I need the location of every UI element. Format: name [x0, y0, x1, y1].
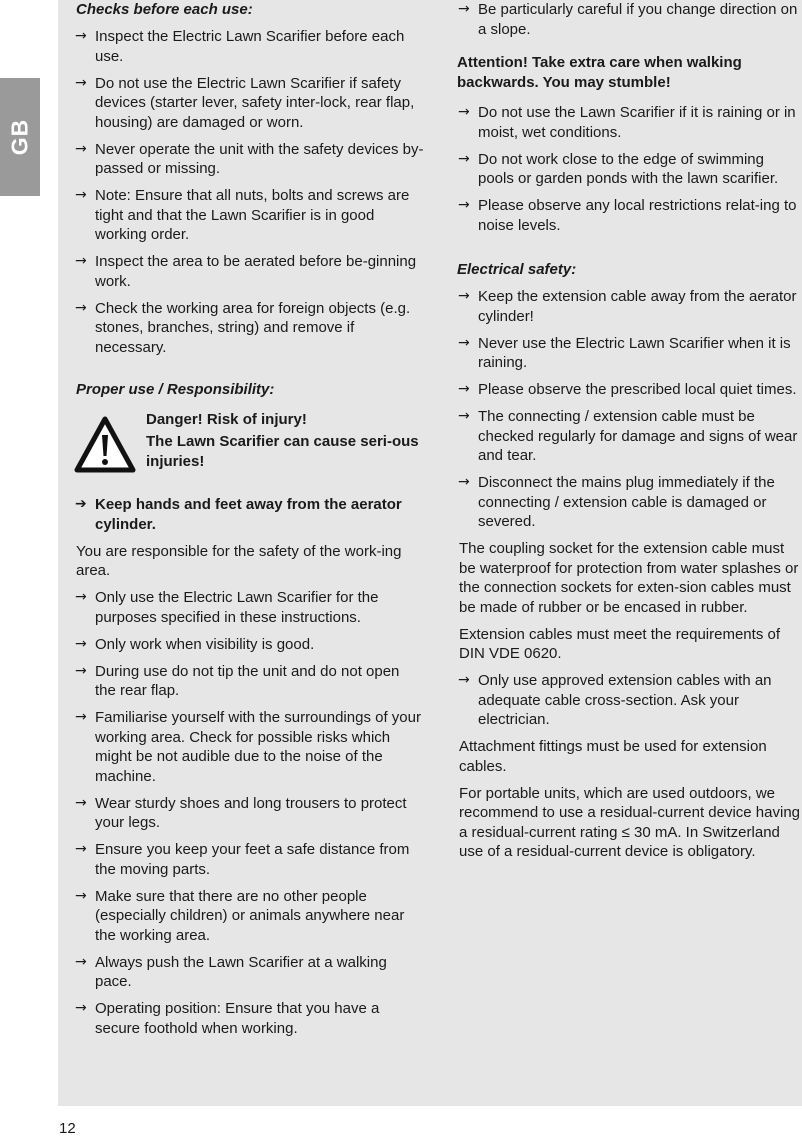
- warning-triangle-icon: [74, 416, 136, 474]
- list-item: → Please observe any local restrictions relat-ing to noise levels.: [457, 196, 802, 235]
- list-item: → Disconnect the mains plug immediately if the connecting / extension cable is damaged or severed.: [457, 473, 802, 532]
- list-item: → Operating position: Ensure that you have a secure foothold when working.: [74, 999, 424, 1038]
- danger-notice: [74, 410, 424, 488]
- checks-heading: Checks before each use:: [76, 1, 253, 18]
- list-item: → Please observe the prescribed local quiet times.: [457, 380, 802, 400]
- list-item: → Do not work close to the edge of swimming pools or garden ponds with the lawn scarifier.: [457, 150, 802, 189]
- list-item: → Inspect the area to be aerated before be-ginning work.: [74, 252, 424, 291]
- list-item: → Ensure you keep your feet a safe distance from the moving parts.: [74, 840, 424, 879]
- proper-use-list: [74, 588, 424, 1038]
- list-item: → Always push the Lawn Scarifier at a walking pace.: [74, 953, 424, 992]
- page-number: 12: [59, 1120, 76, 1137]
- language-tab: [0, 78, 40, 196]
- list-item: → Keep the extension cable away from the aerator cylinder!: [457, 287, 802, 326]
- list-item: → Check the working area for foreign objects (e.g. stones, branches, string) and remove if necessary.: [74, 299, 424, 358]
- electrical-list: [457, 287, 802, 532]
- keep-hands-warning: ➔ Keep hands and feet away from the aerator cylinder.: [74, 495, 424, 534]
- electrical-safety-heading: Electrical safety:: [457, 261, 577, 278]
- list-item: → Only use the Electric Lawn Scarifier for the purposes specified in these instructions.: [74, 588, 424, 627]
- keep-hands-list: [74, 495, 424, 534]
- list-item: → The connecting / extension cable must be checked regularly for damage and signs of wear and tear.: [457, 407, 802, 466]
- proper-use-heading: Proper use / Responsibility:: [76, 381, 275, 398]
- list-item: → Familiarise yourself with the surroundings of your working area. Check for possible risks which might be not audible due to the noise of the machine.: [74, 708, 424, 786]
- danger-title: Danger! Risk of injury!: [146, 410, 307, 428]
- approved-cable-list: [457, 671, 802, 730]
- list-item: → During use do not tip the unit and do not open the rear flap.: [74, 662, 424, 701]
- coupling-text: The coupling socket for the extension cable must be waterproof for protection from water splashes or the connection sockets for exten-sion cables must be made of rubber or be encased in rubber.: [459, 540, 799, 616]
- right-column: [457, 0, 802, 862]
- list-item: → Make sure that there are no other people (especially children) or animals anywhere near the working area.: [74, 887, 424, 946]
- list-item: → Do not use the Lawn Scarifier if it is raining or in moist, wet conditions.: [457, 103, 802, 142]
- left-column: [74, 0, 424, 1038]
- attention-notice: Attention! Take extra care when walking backwards. You may stumble!: [457, 54, 742, 91]
- slope-list: [457, 0, 802, 39]
- language-tab-label: GB: [6, 118, 33, 156]
- checks-list: [74, 27, 424, 357]
- list-item: → Be particularly careful if you change direction on a slope.: [457, 0, 802, 39]
- din-text: Extension cables must meet the requirements of DIN VDE 0620.: [459, 625, 780, 662]
- list-item: → Wear sturdy shoes and long trousers to protect your legs.: [74, 794, 424, 833]
- portable-units-text: For portable units, which are used outdoors, we recommend to use a residual-current device having a residual-current rating ≤ 30 mA. In Switzerland use of a residual-current device is obligatory.: [459, 784, 801, 860]
- list-item: → Only use approved extension cables with an adequate cable cross-section. Ask your electrician.: [457, 671, 802, 730]
- list-item: → Only work when visibility is good.: [74, 635, 424, 655]
- list-item: → Note: Ensure that all nuts, bolts and screws are tight and that the Lawn Scarifier is in good working order.: [74, 186, 424, 245]
- attachment-text: Attachment fittings must be used for extension cables.: [459, 738, 767, 775]
- list-item: → Never use the Electric Lawn Scarifier when it is raining.: [457, 334, 802, 373]
- caution-list: [457, 103, 802, 235]
- list-item: → Inspect the Electric Lawn Scarifier before each use.: [74, 27, 424, 66]
- danger-body: The Lawn Scarifier can cause seri-ous injuries!: [146, 433, 419, 470]
- list-item: → Never operate the unit with the safety devices by-passed or missing.: [74, 140, 424, 179]
- responsibility-text: You are responsible for the safety of the work-ing area.: [76, 542, 402, 579]
- list-item: → Do not use the Electric Lawn Scarifier if safety devices (starter lever, safety inter-lock, rear flap, housing) are damaged or worn.: [74, 74, 424, 133]
